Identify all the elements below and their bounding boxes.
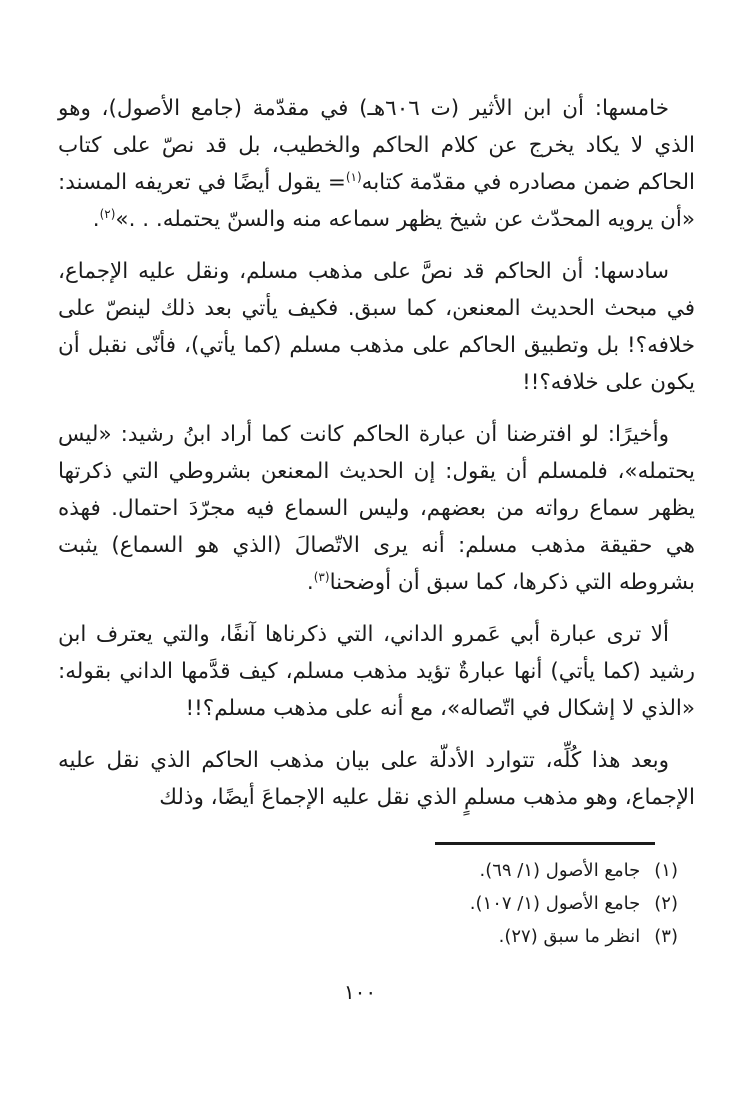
paragraph-1-text: خامسها: أن ابن الأثير (ت ٦٠٦هـ) في مقدّمة (جامع الأصول)، وهو الذي لا يكاد يخرج عن كلام الحاكم والخطيب، بل قد نصّ على كتاب الحاكم ضمن مصادره في مقدّمة كتابه [58, 96, 695, 195]
footnote-number: (٢) [654, 893, 678, 914]
page-body [58, 90, 695, 831]
paragraph-5-text: وبعد هذا كُلِّه، تتوارد الأدلّة على بيان مذهب الحاكم الذي نقل عليه الإجماع، وهو مذهب مسلمٍ الذي نقل عليه الإجماعَ أيضًا، وذلك [58, 748, 695, 810]
paragraph-4-text: ألا ترى عبارة أبي عَمرو الداني، التي ذكرناها آنفًا، والتي يعترف ابن رشيد (كما يأتي) أنها عبارةٌ تؤيد مذهب مسلم، كيف قدَّمها الداني بقوله: «الذي لا إشكال في اتّصاله»، مع أنه على مذهب مسلم؟!! [58, 622, 695, 721]
footnote-ref-1: (١) [345, 169, 362, 184]
footnote-ref-2: (٢) [99, 206, 116, 221]
paragraph-5 [58, 742, 695, 816]
paragraph-1-text: . [92, 207, 100, 232]
paragraph-1 [58, 90, 695, 238]
footnote-separator [435, 842, 655, 845]
paragraph-3 [58, 416, 695, 601]
paragraph-1-text: = يقول أيضًا في تعريفه المسند: «أن يرويه المحدّث عن شيخ يظهر سماعه منه والسنّ يحتمله. . .» [58, 170, 695, 232]
footnote-text: جامع الأصول (١/ ٦٩). [479, 860, 641, 881]
footnote-item-2 [58, 887, 678, 920]
footnote-item-3 [58, 920, 678, 953]
paragraph-3-text: وأخيرًا: لو افترضنا أن عبارة الحاكم كانت كما أراد ابنُ رشيد: «ليس يحتمله»، فلمسلم أن يقول: إن الحديث المعنعن بشروطي التي ذكرتها يظهر سماع رواته من بعضهم، وليس السماع فيه مجرّدَ احتمال. فهذه هي حقيقة مذهب مسلم: أنه يرى الاتّصالَ (الذي هو السماع) يثبت بشروطه التي ذكرها، كما سبق أن أوضحنا [58, 422, 695, 595]
footnote-number: (٣) [654, 926, 678, 947]
footnote-item-1 [58, 854, 678, 887]
footnote-number: (١) [654, 860, 678, 881]
page-number: ١٠٠ [343, 980, 377, 1004]
footnote-text: جامع الأصول (١/ ١٠٧). [469, 893, 641, 914]
paragraph-2-text: سادسها: أن الحاكم قد نصَّ على مذهب مسلم، ونقل عليه الإجماع، في مبحث الحديث المعنعن، كما سبق. فكيف يأتي بعد ذلك لينصّ على خلافه؟! بل وتطبيق الحاكم على مذهب مسلم (كما يأتي)، فأنّى نقبل أن يكون على خلافه؟!! [58, 259, 695, 395]
footnotes [58, 854, 678, 953]
paragraph-4 [58, 616, 695, 727]
paragraph-3-text: . [306, 570, 314, 595]
footnote-text: انظر ما سبق (٢٧). [498, 926, 641, 947]
paragraph-2 [58, 253, 695, 401]
footnote-ref-3: (٣) [313, 569, 330, 584]
